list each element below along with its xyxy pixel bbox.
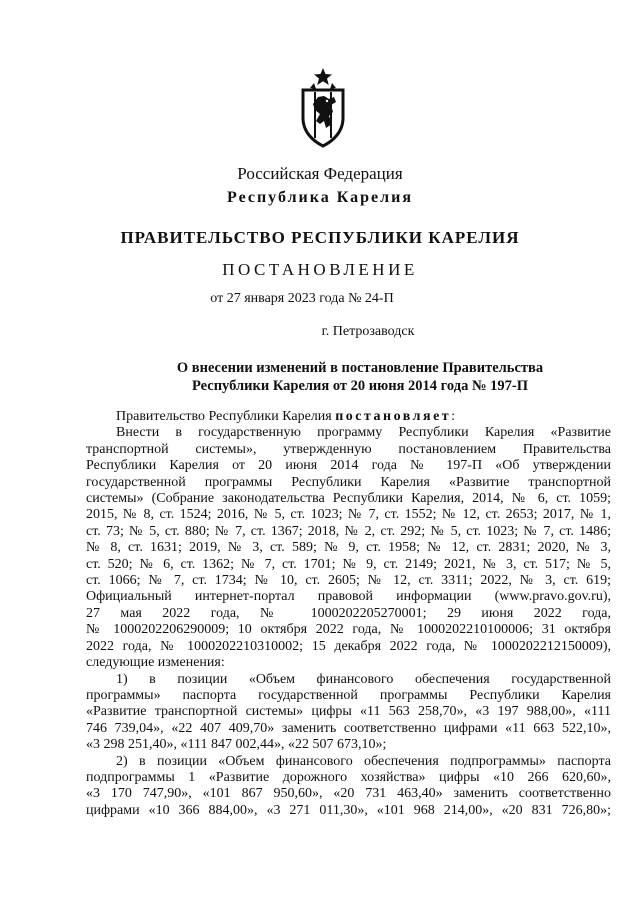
document-city: г. Петрозаводск xyxy=(321,324,415,339)
document-title-line: Республики Карелия от 20 июня 2014 года № 197-П xyxy=(191,378,528,394)
karelia-coat-of-arms-icon xyxy=(298,66,348,148)
paragraph-line: Официальный интернет-портал правовой информации (www.pravo.gov.ru), xyxy=(86,589,611,605)
list-item-line: «Развитие транспортной системы» цифры «11 563 258,70», «3 197 988,00», «111 xyxy=(86,704,611,720)
list-item-line: «3 170 747,90», «101 867 950,60», «20 731 463,40» заменить соответственно xyxy=(86,786,611,802)
paragraph-line: 27 мая 2022 года, № 1000202205270001; 29 июня 2022 года, xyxy=(86,605,611,621)
paragraph-line: государственной программы Республики Карелия «Развитие транспортной xyxy=(86,474,611,490)
paragraph-line: транспортной системы», утвержденную постановлением Правительства xyxy=(86,441,611,457)
document-date-number: от 27 января 2023 года № 24-П xyxy=(210,291,394,306)
government-name: ПРАВИТЕЛЬСТВО РЕСПУБЛИКИ КАРЕЛИЯ xyxy=(120,228,520,247)
paragraph-line: № 1000202206290009; 10 октября 2022 года, № 1000202210100006; 31 октября xyxy=(86,622,611,638)
paragraph-line: ст. 520; № 6, ст. 1362; № 7, ст. 1701; № 9, ст. 2149; 2021, № 3, ст. 517; № 5, xyxy=(86,556,611,572)
list-item-1 xyxy=(86,672,611,754)
country-name: Российская Федерация xyxy=(237,164,403,183)
document-title xyxy=(40,359,640,395)
list-item-line: цифрами «10 366 884,00», «3 271 011,30», «101 968 214,00», «20 831 726,80»; xyxy=(86,802,611,818)
list-item-line: «3 298 251,40», «111 847 002,44», «22 507 673,10»; xyxy=(86,737,387,753)
decree-intro-text: Правительство Республики Карелия xyxy=(116,409,336,424)
document-title-line: О внесении изменений в постановление Правительства xyxy=(176,360,544,376)
document-body xyxy=(86,409,611,819)
decree-word: постановляет xyxy=(335,409,452,424)
paragraph-line: ст. 73; № 5, ст. 880; № 7, ст. 1367; 2018, № 2, ст. 292; № 5, ст. 1023; № 7, ст. 1486; xyxy=(86,523,611,539)
paragraph-line: ст. 1066; № 7, ст. 1734; № 10, ст. 2605; № 12, ст. 3311; 2022, № 3, ст. 619; xyxy=(86,573,611,589)
paragraph-line: Республики Карелия от 20 июня 2014 года № 197-П «Об утверждении xyxy=(86,458,611,474)
paragraph-line: № 8, ст. 1631; 2019, № 3, ст. 589; № 9, ст. 1958; № 12, ст. 2831; 2020, № 3, xyxy=(86,540,611,556)
republic-name: Республика Карелия xyxy=(227,189,413,206)
paragraph-line: 2022 года, № 1000202210310002; 15 декабря 2022 года, № 1000202212150009), xyxy=(86,638,611,654)
list-item-line: 746 739,04», «22 407 409,70» заменить соответственно цифрами «11 663 522,10», xyxy=(86,720,611,736)
paragraph-1 xyxy=(86,425,611,671)
document-type: ПОСТАНОВЛЕНИЕ xyxy=(222,260,418,279)
paragraph-line: 2015, № 8, ст. 1524; 2016, № 5, ст. 1023; № 7, ст. 1552; № 12, ст. 2653; 2017, № 1, xyxy=(86,507,611,523)
list-item-line: подпрограммы 1 «Развитие дорожного хозяйства» цифры «10 266 620,60», xyxy=(86,769,611,785)
decree-intro-end: : xyxy=(451,409,456,424)
list-item-line: 1) в позиции «Объем финансового обеспечения государственной xyxy=(116,671,611,687)
list-item-2 xyxy=(86,754,611,820)
list-item-line: 2) в позиции «Объем финансового обеспечения подпрограммы» паспорта xyxy=(116,753,611,769)
list-item-line: программы» паспорта государственной программы Республики Карелия xyxy=(86,687,611,703)
decree-intro xyxy=(86,409,611,425)
paragraph-line: системы» (Собрание законодательства Республики Карелия, 2014, № 6, ст. 1059; xyxy=(86,491,611,507)
paragraph-line: Внести в государственную программу Республики Карелия «Развитие xyxy=(116,425,611,441)
paragraph-line: следующие изменения: xyxy=(86,655,225,671)
